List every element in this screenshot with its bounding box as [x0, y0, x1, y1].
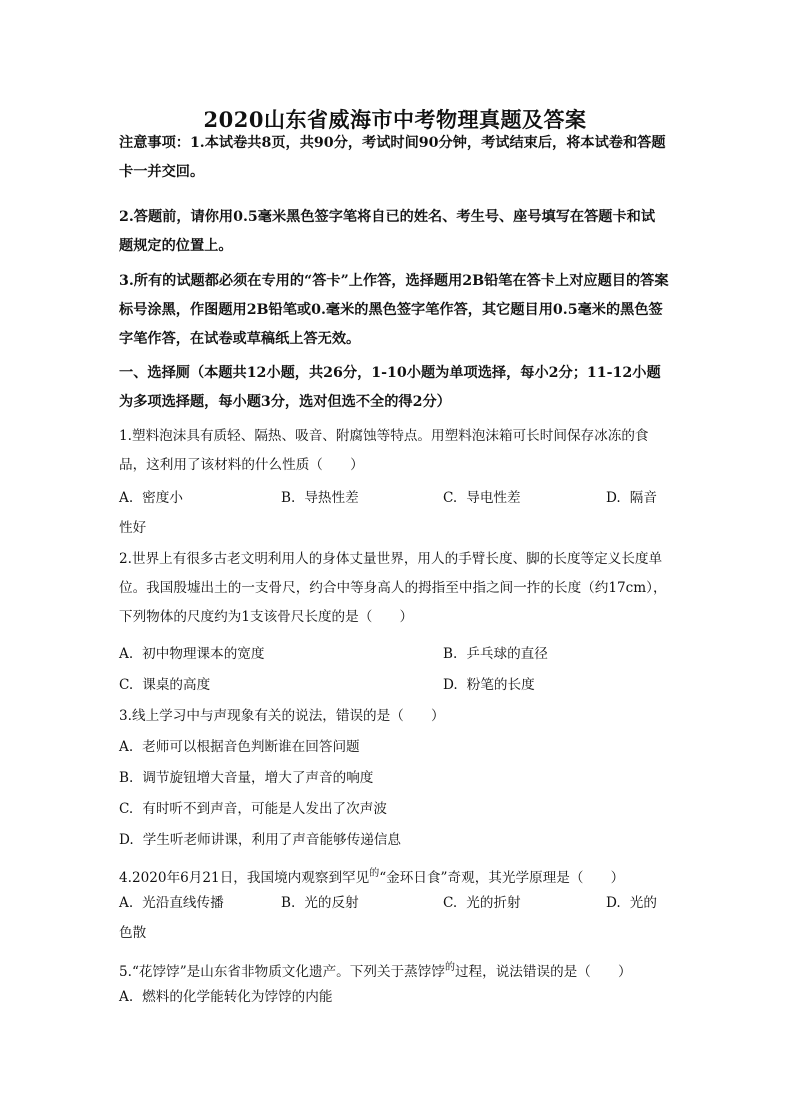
question-2-option-b: [443, 644, 548, 664]
question-1-option-d-continued: 性好: [119, 520, 147, 536]
option-key: C.: [119, 677, 134, 693]
section-heading: 一、选择厕（本题共12小题，共26分，1-10小题为单项选择，每小2分；11-12小题为多项选择题，每小题3分，选对但选不全的得2分）: [119, 365, 661, 410]
question-2-option-a: [119, 644, 264, 664]
question-4-stem: [119, 864, 624, 888]
question-3-option-a: [119, 737, 360, 757]
option-text: 调节旋钮增大音量，增大了声音的响度: [142, 770, 374, 786]
question-3-option-d: [119, 830, 401, 850]
page-title: 2020山东省威海市中考物理真题及答案: [203, 107, 587, 132]
option-text: 有时听不到声音，可能是人发出了次声波: [142, 801, 387, 817]
option-key: D.: [606, 895, 621, 911]
option-text: 隔音: [629, 490, 657, 506]
option-key: B.: [443, 646, 458, 662]
notice-paragraph-2: 2.答题前，请你用0.5毫米黑色签字笔将自已的姓名、考生号、座号填写在答题卡和试题规定的位置上。: [119, 209, 656, 254]
question-3-option-b: [119, 768, 373, 788]
option-key: B.: [119, 770, 134, 786]
option-key: A.: [119, 490, 134, 506]
option-key: D.: [119, 832, 134, 848]
option-text: 乒乓球的直径: [466, 646, 548, 662]
option-text: 课桌的高度: [142, 677, 211, 693]
question-5-stem: [119, 958, 632, 982]
option-key: B.: [281, 490, 296, 506]
question-1-option-b: [281, 488, 359, 508]
question-5-stem-part-1: 5.“花饽饽”是山东省非物质文化遗产。下列关于蒸饽饽: [119, 964, 445, 980]
option-text: 导电性差: [466, 490, 521, 506]
option-key: C.: [443, 490, 458, 506]
question-3-option-c: [119, 799, 387, 819]
question-4-option-c: [443, 893, 521, 913]
question-4-option-b: [281, 893, 359, 913]
question-4-stem-part-1: 4.2020年6月21日，我国境内观察到罕见: [119, 870, 370, 886]
option-key: A.: [119, 739, 134, 755]
question-4-stem-superscript: 的: [369, 868, 380, 879]
option-key: A.: [119, 895, 134, 911]
notice-paragraph-1: 注意事项：1.本试卷共8页，共90分，考试时间90分钟，考试结束后，将本试卷和答题卡一并交回。: [119, 135, 666, 180]
question-2-stem: 2.世界上有很多古老文明利用人的身体丈量世界，用人的手臂长度、脚的长度等定义长度单位。我国殷墟出土的一支骨尺，约合中等身高人的拇指至中指之间一拃的长度（约17cm），下列物体的尺度约为1支该骨尺长度的是（ ）: [119, 551, 667, 625]
question-5-option-a: [119, 987, 332, 1007]
option-text: 光沿直线传播: [142, 895, 224, 911]
notice-paragraph-3: 3.所有的试题都必须在专用的“答卡”上作答，选择题用2B铅笔在答卡上对应题目的答案标号涂黑，作图题用2B铅笔或0.毫米的黑色签字笔作答，其它题目用0.5毫米的黑色签字笔作答，在试卷或草稿纸上答无效。: [119, 273, 669, 347]
option-text: 密度小: [142, 490, 183, 506]
question-5-stem-superscript: 的: [444, 962, 455, 973]
option-key: B.: [281, 895, 296, 911]
question-4-stem-part-2: “金环日食”奇观，其光学原理是（ ）: [379, 870, 625, 886]
question-1-option-d: [606, 488, 657, 508]
option-text: 导热性差: [304, 490, 359, 506]
option-key: A.: [119, 989, 134, 1005]
question-1-option-c: [443, 488, 521, 508]
option-text: 光的折射: [466, 895, 521, 911]
option-text: 光的: [629, 895, 657, 911]
question-2-option-d: [443, 675, 535, 695]
option-key: D.: [443, 677, 458, 693]
option-key: C.: [443, 895, 458, 911]
option-text: 燃料的化学能转化为饽饽的内能: [142, 989, 333, 1005]
question-1-stem: 1.塑料泡沫具有质轻、隔热、吸音、附腐蚀等特点。用塑料泡沫箱可长时间保存冰冻的食品，这利用了该材料的什么性质（ ）: [119, 428, 649, 473]
option-text: 初中物理课本的宽度: [142, 646, 265, 662]
question-4-option-a: [119, 893, 224, 913]
question-5-stem-part-2: 过程，说法错误的是（ ）: [454, 964, 632, 980]
option-key: C.: [119, 801, 134, 817]
question-3-stem: 3.线上学习中与声现象有关的说法，错误的是（ ）: [119, 708, 445, 724]
option-key: D.: [606, 490, 621, 506]
question-1-option-a: [119, 488, 183, 508]
question-4-option-d: [606, 893, 657, 913]
option-text: 老师可以根据音色判断谁在回答问题: [142, 739, 360, 755]
option-text: 光的反射: [304, 895, 359, 911]
question-4-option-d-continued: 色散: [119, 925, 147, 941]
question-2-option-c: [119, 675, 210, 695]
option-text: 粉笔的长度: [466, 677, 535, 693]
option-key: A.: [119, 646, 134, 662]
option-text: 学生听老师讲课，利用了声音能够传递信息: [142, 832, 402, 848]
